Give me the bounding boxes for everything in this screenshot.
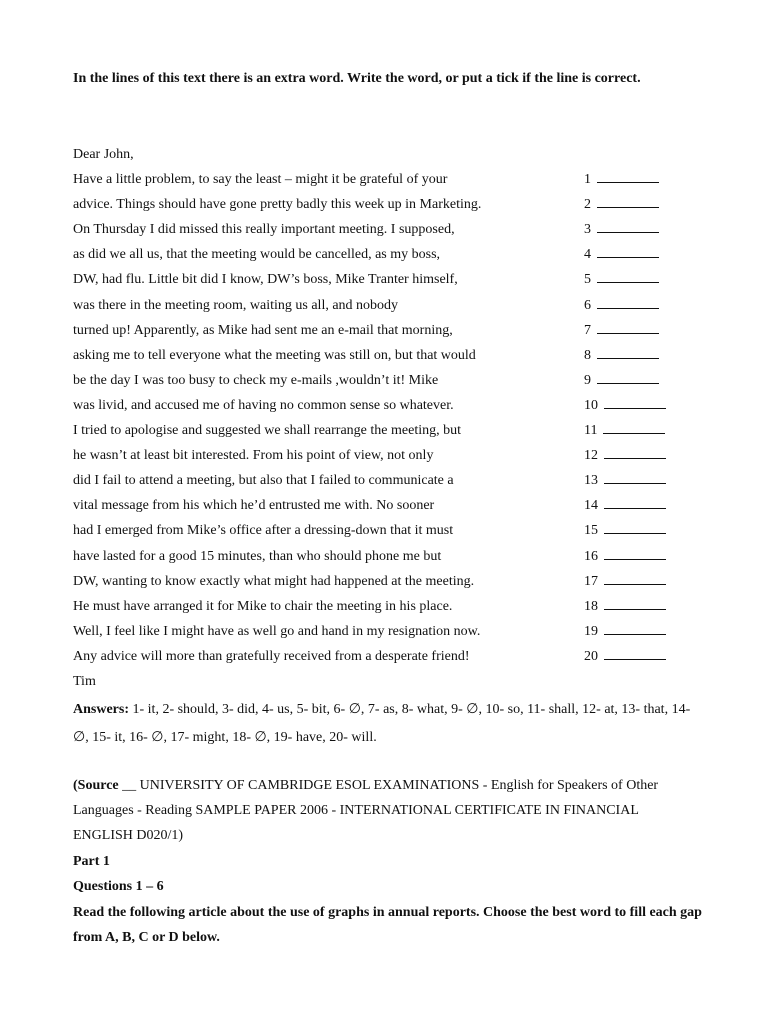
answer-blank[interactable] (597, 344, 659, 359)
answer-slot-number: 10 (584, 397, 598, 413)
answer-slot-number: 7 (584, 322, 591, 338)
answer-slot (584, 493, 666, 518)
answer-slot (584, 443, 666, 468)
answer-slot-number: 20 (584, 648, 598, 664)
letter-line (73, 518, 693, 543)
answer-blank[interactable] (604, 519, 666, 534)
letter-signature: Tim (73, 673, 96, 689)
answer-blank[interactable] (597, 168, 659, 183)
part-heading: Part 1 (73, 854, 110, 869)
answer-blank[interactable] (604, 469, 666, 484)
answer-blank[interactable] (604, 595, 666, 610)
answer-blank[interactable] (604, 444, 666, 459)
answers-text: 1- it, 2- should, 3- did, 4- us, 5- bit, 6- ∅, 7- as, 8- what, 9- ∅, 10- so, 11- shall, 12- at, 13- that, 14- ∅, 15- it, 16- ∅, 17- might, 18- ∅, 19- have, 20- will. (73, 702, 691, 745)
answer-slot-number: 13 (584, 473, 598, 489)
letter-signature-line (73, 669, 693, 694)
answer-slot (584, 167, 659, 192)
letter-line-text: DW, wanting to know exactly what might had happened at the meeting. (73, 573, 475, 589)
source-block (73, 773, 693, 848)
answer-slot-number: 14 (584, 498, 598, 514)
answer-slot (584, 318, 659, 343)
answer-blank[interactable] (604, 645, 666, 660)
answers-block (73, 696, 693, 752)
answer-slot (584, 619, 666, 644)
letter-line-text: On Thursday I did missed this really important meeting. I supposed, (73, 222, 455, 238)
letter-greeting: Dear John, (73, 147, 134, 162)
letter-line (73, 619, 693, 644)
answer-blank[interactable] (603, 419, 665, 434)
letter-line (73, 217, 693, 242)
answer-slot (584, 468, 666, 493)
answer-slot (584, 418, 665, 443)
answer-blank[interactable] (597, 268, 659, 283)
answer-slot-number: 1 (584, 172, 591, 188)
answer-slot (584, 242, 659, 267)
answer-slot (584, 192, 659, 217)
letter-line (73, 192, 693, 217)
answer-slot (584, 644, 666, 669)
exercise-instruction: In the lines of this text there is an extra word. Write the word, or put a tick if the line is correct. (73, 71, 641, 86)
answer-blank[interactable] (604, 494, 666, 509)
answer-slot-number: 19 (584, 623, 598, 639)
letter-line (73, 644, 693, 669)
answer-slot-number: 17 (584, 573, 598, 589)
letter-line (73, 368, 693, 393)
letter-line (73, 343, 693, 368)
letter-line-text: have lasted for a good 15 minutes, than who should phone me but (73, 548, 442, 564)
answer-blank[interactable] (604, 620, 666, 635)
answer-blank[interactable] (597, 193, 659, 208)
letter-line-text: asking me to tell everyone what the meeting was still on, but that would (73, 347, 476, 363)
letter-line-text: DW, had flu. Little bit did I know, DW’s boss, Mike Tranter himself, (73, 272, 458, 288)
letter-line-text: was livid, and accused me of having no common sense so whatever. (73, 397, 454, 413)
letter-line-text: turned up! Apparently, as Mike had sent me an e-mail that morning, (73, 322, 453, 338)
letter-line (73, 443, 693, 468)
answer-slot (584, 267, 659, 292)
answer-slot-number: 15 (584, 523, 598, 539)
letter-line (73, 167, 693, 192)
answer-slot-number: 6 (584, 297, 591, 313)
letter-line-text: did I fail to attend a meeting, but also that I failed to communicate a (73, 473, 454, 489)
answer-slot-number: 2 (584, 197, 591, 213)
answer-slot-number: 11 (584, 423, 598, 439)
letter-line (73, 293, 693, 318)
answer-slot-number: 16 (584, 548, 598, 564)
answer-slot-number: 9 (584, 372, 591, 388)
answer-slot-number: 3 (584, 222, 591, 238)
answer-slot-number: 18 (584, 598, 598, 614)
letter-line (73, 544, 693, 569)
source-label: (Source (73, 778, 119, 793)
letter-line (73, 393, 693, 418)
answer-slot-number: 12 (584, 448, 598, 464)
letter-line-text: he wasn’t at least bit interested. From his point of view, not only (73, 448, 434, 464)
answers-label: Answers: (73, 702, 129, 717)
letter-line-text: was there in the meeting room, waiting us all, and nobody (73, 297, 399, 313)
answer-blank[interactable] (597, 319, 659, 334)
letter-line-text: Well, I feel like I might have as well go and hand in my resignation now. (73, 623, 481, 639)
answer-blank[interactable] (604, 570, 666, 585)
answer-slot (584, 544, 666, 569)
answer-blank[interactable] (604, 394, 666, 409)
letter-line-text: had I emerged from Mike’s office after a dressing-down that it must (73, 523, 454, 539)
letter-line (73, 267, 693, 292)
answer-slot (584, 569, 666, 594)
answer-slot (584, 368, 659, 393)
letter-line-text: I tried to apologise and suggested we shall rearrange the meeting, but (73, 423, 461, 439)
answer-blank[interactable] (604, 545, 666, 560)
reading-instruction: Read the following article about the use of graphs in annual reports. Choose the best word to fill each gap from A, B, C or D below. (73, 905, 702, 945)
answer-slot (584, 343, 659, 368)
letter (73, 142, 693, 694)
answer-slot (584, 594, 666, 619)
answer-blank[interactable] (597, 294, 659, 309)
letter-line (73, 569, 693, 594)
answer-slot (584, 393, 666, 418)
letter-line-text: as did we all us, that the meeting would be cancelled, as my boss, (73, 247, 441, 263)
answer-blank[interactable] (597, 218, 659, 233)
letter-line-text: Any advice will more than gratefully received from a desperate friend! (73, 648, 470, 664)
letter-line-text: be the day I was too busy to check my e-mails ,wouldn’t it! Mike (73, 372, 439, 388)
answer-blank[interactable] (597, 243, 659, 258)
letter-greeting-line (73, 142, 693, 167)
answer-blank[interactable] (597, 369, 659, 384)
answer-slot-number: 5 (584, 272, 591, 288)
letter-line (73, 242, 693, 267)
letter-lines (73, 167, 693, 669)
answer-slot (584, 518, 666, 543)
answer-slot-number: 8 (584, 347, 591, 363)
answer-slot (584, 217, 659, 242)
letter-line-text: He must have arranged it for Mike to chair the meeting in his place. (73, 598, 453, 614)
answer-slot-number: 4 (584, 247, 591, 263)
letter-line-text: Have a little problem, to say the least – might it be grateful of your (73, 172, 448, 188)
letter-line-text: vital message from his which he’d entrusted me with. No sooner (73, 498, 435, 514)
letter-line (73, 493, 693, 518)
questions-heading: Questions 1 – 6 (73, 879, 164, 894)
source-text: __ UNIVERSITY OF CAMBRIDGE ESOL EXAMINATIONS - English for Speakers of Other Languages - Reading SAMPLE PAPER 2006 - INTERNATIONAL CERTIFICATE IN FINANCIAL ENGLISH D020/1) (73, 778, 659, 843)
letter-line (73, 594, 693, 619)
letter-line-text: advice. Things should have gone pretty badly this week up in Marketing. (73, 197, 482, 213)
answer-slot (584, 293, 659, 318)
letter-line (73, 418, 693, 443)
letter-line (73, 468, 693, 493)
letter-line (73, 318, 693, 343)
